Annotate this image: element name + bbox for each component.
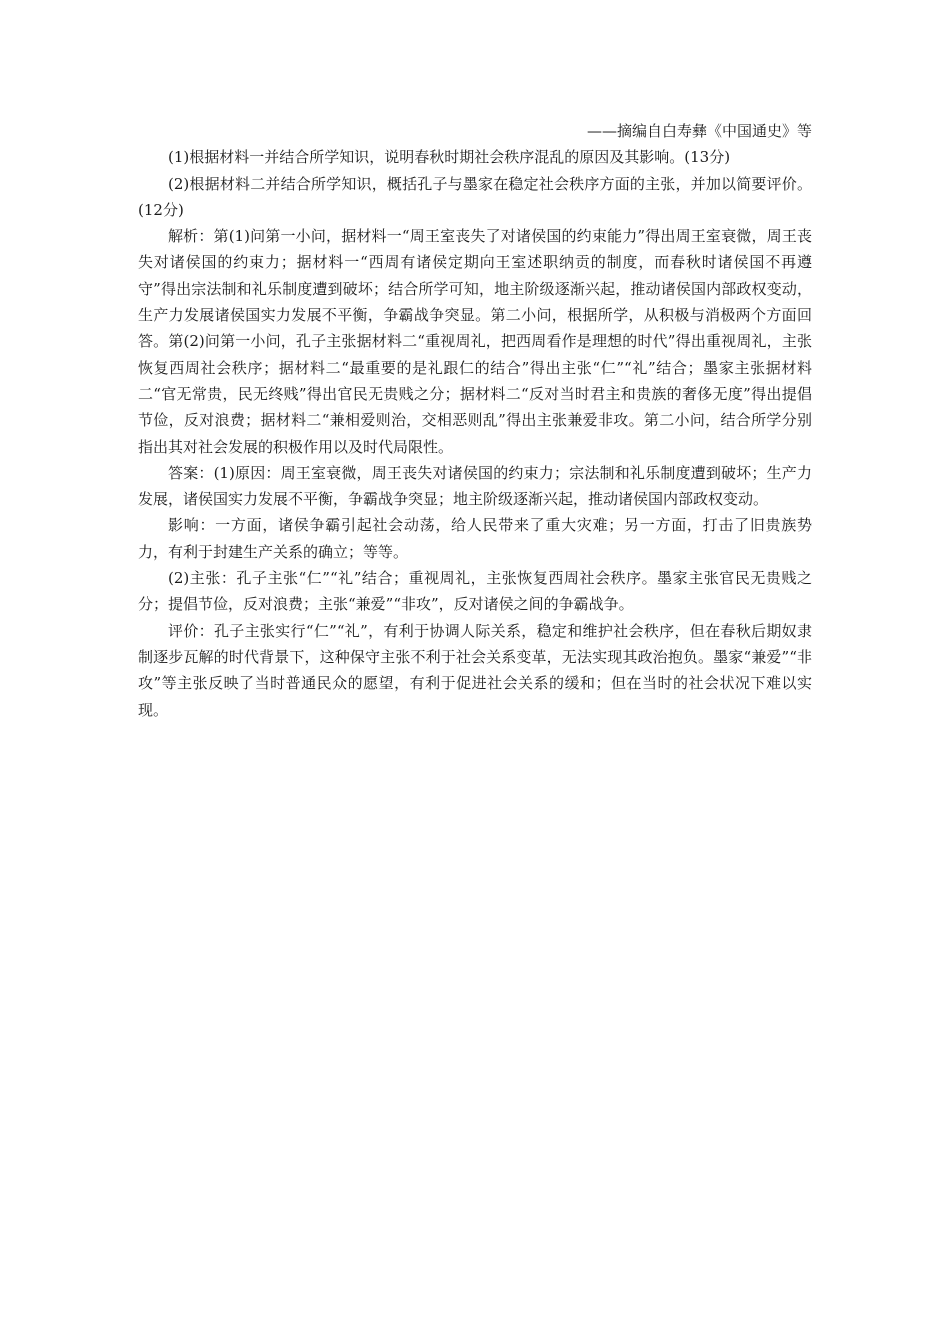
- analysis-paragraph: 解析：第(1)问第一小问，据材料一“周王室丧失了对诸侯国的约束能力”得出周王室衰微，周王丧失对诸侯国的约束力；据材料一“西周有诸侯定期向王室述职纳贡的制度，而春秋时诸侯国不再遵守”得出宗法制和礼乐制度遭到破坏；结合所学可知，地主阶级逐渐兴起，推动诸侯国内部政权变动，生产力发展诸侯国实力发展不平衡，争霸战争突显。第二小问，根据所学，从积极与消极两个方面回答。第(2)问第一小问，孔子主张据材料二“重视周礼，把西周看作是理想的时代”得出重视周礼，主张恢复西周社会秩序；据材料二“最重要的是礼跟仁的结合”得出主张“仁”“礼”结合；墨家主张据材料二“官无常贵，民无终贱”得出官民无贵贱之分；据材料二“反对当时君主和贵族的奢侈无度”得出提倡节俭，反对浪费；据材料二“兼相爱则治，交相恶则乱”得出主张兼爱非攻。第二小问，结合所学分别指出其对社会发展的积极作用以及时代局限性。: [138, 227, 812, 456]
- answer-evaluation: 评价：孔子主张实行“仁”“礼”，有利于协调人际关系，稳定和维护社会秩序，但在春秋后期奴隶制逐步瓦解的时代背景下，这种保守主张不利于社会关系变革，无法实现其政治抱负。墨家“兼爱”“非攻”等主张反映了当时普通民众的愿望，有利于促进社会关系的缓和；但在当时的社会状况下难以实现。: [138, 621, 812, 719]
- question-2: (2)根据材料二并结合所学知识，概括孔子与墨家在稳定社会秩序方面的主张，并加以简要评价。(12分): [138, 174, 812, 219]
- answer-causes: 答案：(1)原因：周王室衰微，周王丧失对诸侯国的约束力；宗法制和礼乐制度遭到破坏；生产力发展，诸侯国实力发展不平衡，争霸战争突显；地主阶级逐渐兴起，推动诸侯国内部政权变动。: [138, 463, 812, 509]
- answer-impact: 影响：一方面，诸侯争霸引起社会动荡，给人民带来了重大灾难；另一方面，打击了旧贵族势力，有利于封建生产关系的确立；等等。: [138, 516, 812, 561]
- question-1: (1)根据材料一并结合所学知识，说明春秋时期社会秩序混乱的原因及其影响。(13分): [168, 148, 731, 167]
- document-body: [138, 118, 812, 723]
- answer-positions: (2)主张：孔子主张“仁”“礼”结合；重视周礼，主张恢复西周社会秩序。墨家主张官民无贵贱之分；提倡节俭，反对浪费；主张“兼爱”“非攻”，反对诸侯之间的争霸战争。: [138, 569, 812, 614]
- source-citation: ——摘编自白寿彝《中国通史》等: [586, 122, 812, 140]
